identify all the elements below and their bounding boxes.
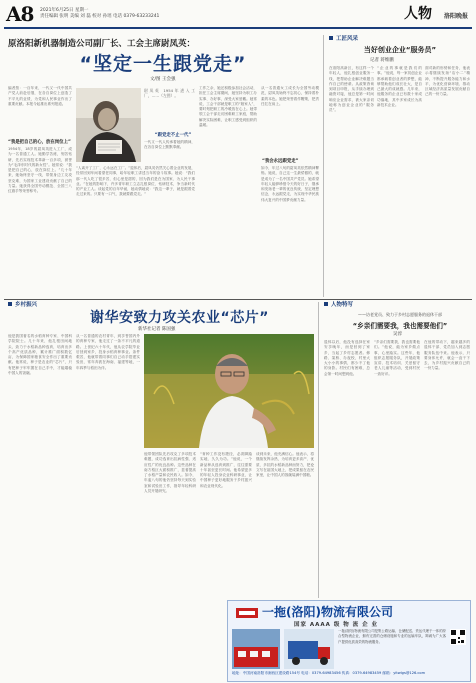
- company-logo: [236, 605, 258, 619]
- article2-byline: 新华社记者 陈国强: [138, 327, 176, 332]
- article2-photo: [144, 334, 314, 448]
- article1-col4-b: 如今，年过八旬的尉凤英依然精神矍铄。她说，自己这一生最骄傲的，就是成为了一名中国共产党员。她希望年轻人能够珍惜今天的好日子，继承和发扬老一辈的优良传统，坚定理想信念，永远跟党走，为实现中华民族伟大复兴的中国梦贡献力量。: [261, 166, 319, 202]
- page-number: A8: [6, 2, 34, 26]
- ad-truck-photo: [284, 629, 334, 669]
- article2-col5: 谈到未来，他充满信心。他表示，将继续发挥余热，为培育更多高产、优质、多抗的水稻新品种而努力，把论文写在祖国大地上，把成果留在农民家里，让中国人的饭碗装满中国粮。: [256, 452, 314, 478]
- section-divider: [4, 299, 472, 300]
- sidebar-top-col3: 面对新的形势和任务，他表示将继续发扬“店小二”精神，不断提升服务能力和水平，为优化营商环境、推动区域经济高质量发展贡献自己的一份力量。: [425, 66, 470, 97]
- article1-col2: “人离开了工厂，心永远在工厂。”退休后，尉凤英仍然关心着企业的发展，经常回到车间看望老同事，给年轻职工讲述当年的奋斗故事。她说：“我们那一代人吃了很多苦，但心里是甜的，因为我们是在为国家、为人民干事业。”在她的影响下，许多青年职工立志扎根岗位、钻研技术，争当新时代的产业工人。谈起党的百年华诞，她动情地说：“我这一辈子，就是跟着党走过来的。只要有一口气，我就要跟党走。”: [76, 166, 195, 197]
- article1-subhead2: “我会永远跟党走”: [262, 159, 299, 164]
- article1-pull-quote: “跟党走不止一代”: [154, 133, 192, 138]
- section-brand: 人物: [404, 6, 432, 22]
- article2-title: 谢华安致力攻关农业“芯片”: [90, 310, 269, 326]
- article1-byline: 文/图 王会强: [150, 77, 176, 82]
- sidebar-bottom-byline: 吴淳: [393, 332, 402, 337]
- header-meta: [40, 8, 159, 20]
- article2-col2: 从一名普通的农村青年，到享誉国内外的育种专家，他走过了一条不平凡的道路。上世纪六十年代，他从农学院毕业后回到家乡，投身水稻育种事业。条件艰苦，他就带着同事们自己动手搭建实验田，常年奔波在海南、福建等地，一年四季与稻田为伴。: [76, 334, 140, 370]
- header-rule: [4, 27, 472, 29]
- sidebar-top-section-marker: [329, 36, 333, 40]
- sidebar-bottom-section: 人物特写: [331, 302, 354, 308]
- article2-section: 乡村振兴: [15, 302, 38, 308]
- sidebar-bottom-section-marker: [324, 302, 328, 306]
- article1-col4-a: 从一名普通女工成长为全国劳动模范，尉凤英始终不忘初心，保持着朴素的本色。她把荣誉看作鞭策，把责任扛在肩上。: [261, 86, 319, 106]
- sidebar-bottom-kicker: ——访老党员、致力于乡村志愿服务的退休干部: [358, 312, 442, 317]
- article1-col1-a: 编者按：一百年来，一代又一代中国共产党人前赴后继，在各自岗位上创造了不平凡的业绩，为党和人民事业作出了重要贡献。本报今起推出系列报道。: [8, 86, 72, 106]
- sidebar-top-byline: 记者 蒋维鹏: [370, 58, 394, 63]
- advertisement: [227, 600, 471, 682]
- article1-photo-caption: 尉凤英 1954年进入工厂，……（左图）。: [144, 88, 195, 99]
- rice-field-image: [144, 334, 314, 448]
- ad-description: 一拖(洛阳)物流有限公司是集公路运输、仓储配送、货运代理于一体的综合型物流企业，拥有完善的仓储设施和专业的运输车队，竭诚为广大客户提供优质高效的物流服务。: [338, 629, 446, 644]
- article1-col3: 工作之余，她还积极参加社会活动，担任工会主席期间，她坚持为职工办实事、办好事，深受大家爱戴。她常说，工会干部就是职工的“娘家人”，要时刻把职工的冷暖放在心上。她带领工会干部走访困难职工家庭，帮助解决实际困难，让职工感受到组织的温暖。: [199, 86, 257, 128]
- qr-code-icon: [450, 629, 466, 645]
- page-header: [0, 0, 476, 30]
- article2-col4: “育种工作没有捷径，必须脚踏实地、久久为功。”他说，一个新品种从选育到推广，往往需要十年甚至更长时间。他希望更多的年轻人投身农业科研事业，让中国种子更好地服务于乡村振兴和农业现代化。: [200, 452, 252, 488]
- article2-section-marker: [8, 302, 12, 306]
- sidebar-bottom-col3: 在他的带动下，越来越多的退休干部、党员加入到志愿服务队伍中来。他表示，只要身体允许，就会一直干下去，为乡村振兴贡献自己的一份力量。: [424, 340, 470, 371]
- portrait-image: [76, 88, 141, 162]
- ad-company-name: 一拖(洛阳)物流有限公司: [262, 605, 393, 619]
- sidebar-bottom-col2: “乡亲们需要我，我也需要他们。”他说，能为家乡做点事，心里踏实。这些年，他组织志愿服务队，开展政策宣讲、技术培训、关爱留守老人儿童等活动，受到村民一致好评。: [374, 340, 420, 376]
- header-date: 2021年6月25日 星期一: [40, 8, 89, 13]
- sidebar-top-col1: 在洛阳高新区，有这样一个年轻人，他扎根创业服务一线，把帮助企业解决难题当作自己的使命。从政策咨询到项目申报，从手续办理到融资对接，他总是第一时间响应企业需求，被大家亲切地称为创业企业的“服务员”。: [329, 66, 374, 113]
- sidebar-top-col2: “企业的事就是我们的事。”他说，每一家初创企业都承载着创业者的梦想，能够帮助他们成长壮大，是自己最大的成就感。几年来，他服务的企业已有数十家成功落地，其中多家成长为高新技术企业。: [377, 66, 422, 108]
- sidebar-top-title: 当好创业企业“服务员”: [363, 46, 437, 54]
- paper-name: 洛阳晚报: [443, 13, 468, 20]
- article1-subhead1: “我是把自己的心，放在岗位上”: [8, 140, 71, 145]
- article2-col3: 他带领团队先后攻克了多项技术难题，成功选育出抗病性强、适应性广的优良品种。这些品种在南方稻区大面积推广，显著提高了水稻产量和农民收入。如今，年逾八旬的他仍坚持每天到实验室和试验田工作，指导年轻科研人员开展研究。: [144, 452, 196, 494]
- ad-warehouse-photo: [232, 629, 280, 669]
- article1-title: “坚定一生跟党走”: [79, 53, 247, 75]
- article1-photo: [76, 88, 141, 162]
- ad-slogan: 国家 AAAA 级 物 流 企 业: [294, 622, 379, 628]
- article1-kicker: 原洛阳新机器制造公司副厂长、工会主席尉凤英：: [8, 39, 196, 49]
- sidebar-top-section: 工匠风采: [336, 36, 359, 42]
- column-divider-top: [323, 35, 324, 297]
- column-divider-bottom: [318, 302, 319, 598]
- sidebar-bottom-col1: 退休以后，他没有选择在家安享晚年，而是回到了家乡，当起了乡村志愿者。修路、架桥、办夜校，村里大大小小的事情，都少不了他的身影。村民们有困难，总会第一时间想到他。: [324, 340, 370, 376]
- ad-address: 地址：中国河南洛阳市涧西区建设路154号 电话：0379-64983456 传真：0379-64983459 邮箱：yitwlgs@126.com: [232, 671, 426, 675]
- article2-col1: 他是我国著名的水稻育种专家、中国科学院院士。几十年来，他扎根田间地头，致力于水稻新品种选育，培育出多个高产优质品种，累计推广面积数亿亩，为保障国家粮食安全作出了重要贡献。他常说，种子是农业的“芯片”，只有把种子牢牢握在自己手中，才能端稳中国人的饭碗。: [8, 334, 72, 376]
- sidebar-bottom-title: “乡亲们需要我，我也需要他们”: [352, 322, 448, 330]
- article1-photo-text: 一代又一代人传承着她的精神，在各自岗位上默默奉献。: [144, 140, 195, 150]
- header-editors: 责任编辑 张明 美编 刘 磊 校对 孙瑶 电话 0379-63233241: [40, 14, 160, 19]
- article1-col1-b: 1954年，18岁的尉凤英进入工厂，成为一名普通工人。她勤学苦练，刻苦钻研，先后实现技术革新一百多项，被誉为“毛泽东时代的新女性”。她常说：“我是把自己的心，放在岗位上。”几十年来，她始终坚守一线，带领身边工友攻坚克难，为国家工业建设贡献了自己的力量。她获得全国劳动模范、全国三八红旗手等荣誉称号。: [8, 147, 72, 194]
